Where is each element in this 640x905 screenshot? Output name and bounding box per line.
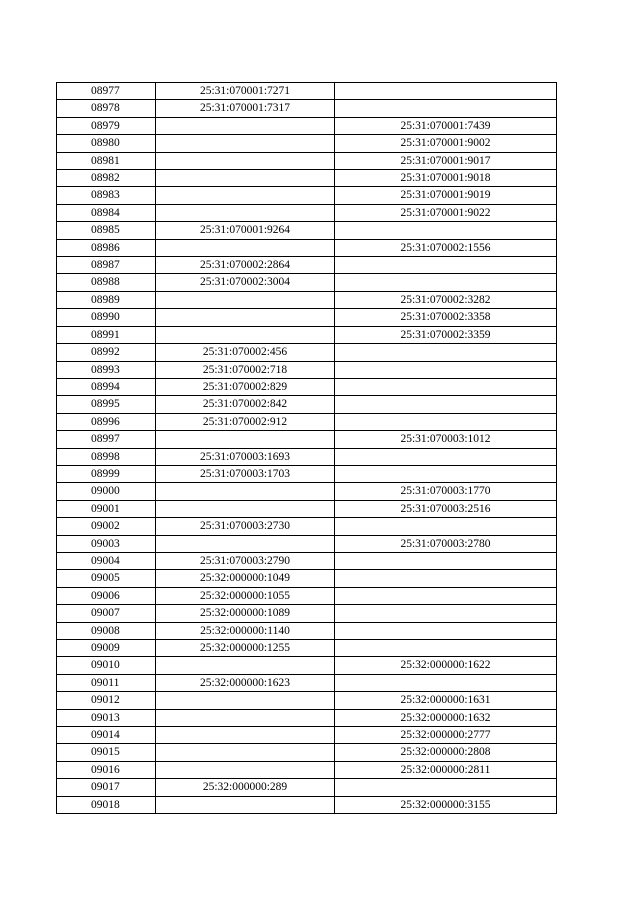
- cadastral-number-cell-col3: [335, 100, 557, 117]
- cadastral-number-cell-col2: [156, 170, 335, 187]
- row-number-cell: 08995: [57, 396, 156, 413]
- table-row: [57, 361, 557, 378]
- row-number-cell: 08998: [57, 448, 156, 465]
- cadastral-number-cell-col2: 25:31:070002:829: [156, 378, 335, 395]
- row-number-cell: 08988: [57, 274, 156, 291]
- cadastral-number-table: [56, 82, 557, 814]
- row-number-cell: 08997: [57, 431, 156, 448]
- cadastral-number-cell-col3: [335, 570, 557, 587]
- table-row: [57, 431, 557, 448]
- row-number-cell: 08978: [57, 100, 156, 117]
- table-row: [57, 552, 557, 569]
- cadastral-number-cell-col3: [335, 779, 557, 796]
- cadastral-number-cell-col3: [335, 83, 557, 100]
- table-row: [57, 344, 557, 361]
- cadastral-number-cell-col3: [335, 413, 557, 430]
- table-row: [57, 657, 557, 674]
- row-number-cell: 08990: [57, 309, 156, 326]
- cadastral-number-cell-col3: [335, 274, 557, 291]
- cadastral-number-cell-col2: 25:31:070001:7271: [156, 83, 335, 100]
- row-number-cell: 08977: [57, 83, 156, 100]
- table-row: [57, 396, 557, 413]
- cadastral-number-cell-col3: 25:32:000000:1631: [335, 692, 557, 709]
- row-number-cell: 08999: [57, 465, 156, 482]
- row-number-cell: 08985: [57, 222, 156, 239]
- table-row: [57, 674, 557, 691]
- table-row: [57, 291, 557, 308]
- cadastral-number-cell-col3: 25:31:070003:2780: [335, 535, 557, 552]
- cadastral-number-cell-col3: [335, 378, 557, 395]
- cadastral-number-cell-col3: 25:32:000000:2777: [335, 727, 557, 744]
- cadastral-number-cell-col3: [335, 552, 557, 569]
- table-row: [57, 187, 557, 204]
- table-row: [57, 170, 557, 187]
- table-row: [57, 204, 557, 221]
- cadastral-number-cell-col3: [335, 257, 557, 274]
- table-row: [57, 605, 557, 622]
- cadastral-number-cell-col3: 25:31:070001:9018: [335, 170, 557, 187]
- cadastral-number-cell-col2: 25:31:070002:842: [156, 396, 335, 413]
- cadastral-number-cell-col3: [335, 465, 557, 482]
- row-number-cell: 09006: [57, 587, 156, 604]
- cadastral-number-cell-col2: 25:31:070003:1693: [156, 448, 335, 465]
- cadastral-number-cell-col3: [335, 448, 557, 465]
- table-row: [57, 483, 557, 500]
- cadastral-number-cell-col3: [335, 622, 557, 639]
- table-row: [57, 692, 557, 709]
- cadastral-number-cell-col3: [335, 344, 557, 361]
- row-number-cell: 09011: [57, 674, 156, 691]
- cadastral-number-cell-col2: 25:32:000000:1089: [156, 605, 335, 622]
- table-row: [57, 761, 557, 778]
- row-number-cell: 09001: [57, 500, 156, 517]
- cadastral-number-cell-col2: [156, 535, 335, 552]
- row-number-cell: 09014: [57, 727, 156, 744]
- cadastral-number-cell-col3: 25:31:070001:9017: [335, 152, 557, 169]
- row-number-cell: 08983: [57, 187, 156, 204]
- cadastral-number-cell-col2: 25:31:070003:2790: [156, 552, 335, 569]
- table-row: [57, 309, 557, 326]
- cadastral-number-cell-col2: [156, 152, 335, 169]
- row-number-cell: 09005: [57, 570, 156, 587]
- cadastral-number-cell-col2: [156, 483, 335, 500]
- table-row: [57, 727, 557, 744]
- cadastral-number-cell-col2: 25:32:000000:289: [156, 779, 335, 796]
- table-row: [57, 622, 557, 639]
- cadastral-number-cell-col3: 25:31:070001:7439: [335, 117, 557, 134]
- cadastral-number-cell-col2: 25:32:000000:1049: [156, 570, 335, 587]
- table-row: [57, 222, 557, 239]
- table-row: [57, 518, 557, 535]
- row-number-cell: 08984: [57, 204, 156, 221]
- cadastral-number-cell-col3: 25:31:070003:1770: [335, 483, 557, 500]
- table-row: [57, 796, 557, 813]
- cadastral-number-cell-col2: [156, 692, 335, 709]
- cadastral-number-cell-col2: [156, 796, 335, 813]
- cadastral-number-cell-col2: 25:31:070001:7317: [156, 100, 335, 117]
- cadastral-number-cell-col3: 25:31:070001:9002: [335, 135, 557, 152]
- table-row: [57, 413, 557, 430]
- row-number-cell: 08986: [57, 239, 156, 256]
- row-number-cell: 09000: [57, 483, 156, 500]
- table-row: [57, 709, 557, 726]
- row-number-cell: 08989: [57, 291, 156, 308]
- table-row: [57, 779, 557, 796]
- cadastral-number-cell-col2: [156, 187, 335, 204]
- cadastral-number-cell-col2: 25:31:070001:9264: [156, 222, 335, 239]
- cadastral-number-cell-col3: 25:31:070002:3358: [335, 309, 557, 326]
- cadastral-number-cell-col2: [156, 709, 335, 726]
- table-row: [57, 535, 557, 552]
- row-number-cell: 09008: [57, 622, 156, 639]
- cadastral-number-cell-col3: 25:31:070002:3359: [335, 326, 557, 343]
- row-number-cell: 08981: [57, 152, 156, 169]
- cadastral-number-cell-col2: [156, 309, 335, 326]
- cadastral-number-cell-col3: 25:32:000000:2808: [335, 744, 557, 761]
- table-row: [57, 152, 557, 169]
- cadastral-number-cell-col3: 25:31:070002:3282: [335, 291, 557, 308]
- cadastral-number-cell-col2: 25:32:000000:1055: [156, 587, 335, 604]
- table-row: [57, 117, 557, 134]
- cadastral-number-cell-col2: [156, 431, 335, 448]
- cadastral-number-cell-col3: 25:32:000000:2811: [335, 761, 557, 778]
- row-number-cell: 09017: [57, 779, 156, 796]
- row-number-cell: 09003: [57, 535, 156, 552]
- row-number-cell: 09018: [57, 796, 156, 813]
- cadastral-number-cell-col3: 25:31:070003:2516: [335, 500, 557, 517]
- table-row: [57, 744, 557, 761]
- cadastral-number-cell-col2: [156, 744, 335, 761]
- table-row: [57, 640, 557, 657]
- table-row: [57, 257, 557, 274]
- cadastral-number-cell-col2: 25:32:000000:1140: [156, 622, 335, 639]
- table-row: [57, 274, 557, 291]
- row-number-cell: 09007: [57, 605, 156, 622]
- cadastral-number-cell-col3: 25:31:070002:1556: [335, 239, 557, 256]
- cadastral-number-cell-col3: [335, 361, 557, 378]
- row-number-cell: 09010: [57, 657, 156, 674]
- cadastral-number-cell-col2: [156, 239, 335, 256]
- cadastral-number-cell-col3: [335, 674, 557, 691]
- cadastral-number-cell-col3: [335, 518, 557, 535]
- table-row: [57, 83, 557, 100]
- row-number-cell: 09013: [57, 709, 156, 726]
- row-number-cell: 08994: [57, 378, 156, 395]
- table-row: [57, 587, 557, 604]
- cadastral-number-cell-col2: [156, 291, 335, 308]
- cadastral-number-cell-col2: [156, 326, 335, 343]
- cadastral-number-cell-col2: 25:31:070002:456: [156, 344, 335, 361]
- cadastral-number-cell-col2: [156, 657, 335, 674]
- row-number-cell: 09016: [57, 761, 156, 778]
- cadastral-number-cell-col3: [335, 396, 557, 413]
- table-row: [57, 100, 557, 117]
- table-row: [57, 500, 557, 517]
- cadastral-number-cell-col3: 25:32:000000:1622: [335, 657, 557, 674]
- row-number-cell: 09009: [57, 640, 156, 657]
- row-number-cell: 08996: [57, 413, 156, 430]
- table-row: [57, 570, 557, 587]
- row-number-cell: 08982: [57, 170, 156, 187]
- row-number-cell: 08991: [57, 326, 156, 343]
- cadastral-number-cell-col2: 25:32:000000:1255: [156, 640, 335, 657]
- cadastral-number-cell-col2: 25:31:070002:2864: [156, 257, 335, 274]
- cadastral-number-cell-col2: [156, 500, 335, 517]
- cadastral-number-cell-col3: 25:31:070001:9019: [335, 187, 557, 204]
- row-number-cell: 09004: [57, 552, 156, 569]
- cadastral-number-cell-col3: 25:32:000000:1632: [335, 709, 557, 726]
- table-row: [57, 378, 557, 395]
- table-row: [57, 239, 557, 256]
- cadastral-number-cell-col3: [335, 587, 557, 604]
- cadastral-number-cell-col2: 25:31:070003:1703: [156, 465, 335, 482]
- cadastral-number-cell-col3: 25:31:070001:9022: [335, 204, 557, 221]
- cadastral-number-cell-col2: [156, 117, 335, 134]
- cadastral-number-cell-col3: [335, 605, 557, 622]
- row-number-cell: 09015: [57, 744, 156, 761]
- row-number-cell: 09002: [57, 518, 156, 535]
- cadastral-number-cell-col2: 25:31:070002:912: [156, 413, 335, 430]
- cadastral-number-cell-col2: [156, 204, 335, 221]
- row-number-cell: 08993: [57, 361, 156, 378]
- cadastral-number-cell-col2: 25:31:070003:2730: [156, 518, 335, 535]
- row-number-cell: 08979: [57, 117, 156, 134]
- row-number-cell: 08980: [57, 135, 156, 152]
- row-number-cell: 08992: [57, 344, 156, 361]
- cadastral-number-cell-col3: 25:32:000000:3155: [335, 796, 557, 813]
- row-number-cell: 09012: [57, 692, 156, 709]
- cadastral-number-cell-col3: 25:31:070003:1012: [335, 431, 557, 448]
- cadastral-number-cell-col2: 25:31:070002:3004: [156, 274, 335, 291]
- table-row: [57, 135, 557, 152]
- cadastral-number-cell-col3: [335, 222, 557, 239]
- table-row: [57, 448, 557, 465]
- table-row: [57, 326, 557, 343]
- cadastral-number-cell-col2: 25:32:000000:1623: [156, 674, 335, 691]
- cadastral-number-cell-col2: [156, 135, 335, 152]
- table-body: [57, 83, 557, 814]
- cadastral-number-cell-col2: 25:31:070002:718: [156, 361, 335, 378]
- cadastral-number-cell-col3: [335, 640, 557, 657]
- table-row: [57, 465, 557, 482]
- cadastral-number-cell-col2: [156, 761, 335, 778]
- cadastral-number-cell-col2: [156, 727, 335, 744]
- row-number-cell: 08987: [57, 257, 156, 274]
